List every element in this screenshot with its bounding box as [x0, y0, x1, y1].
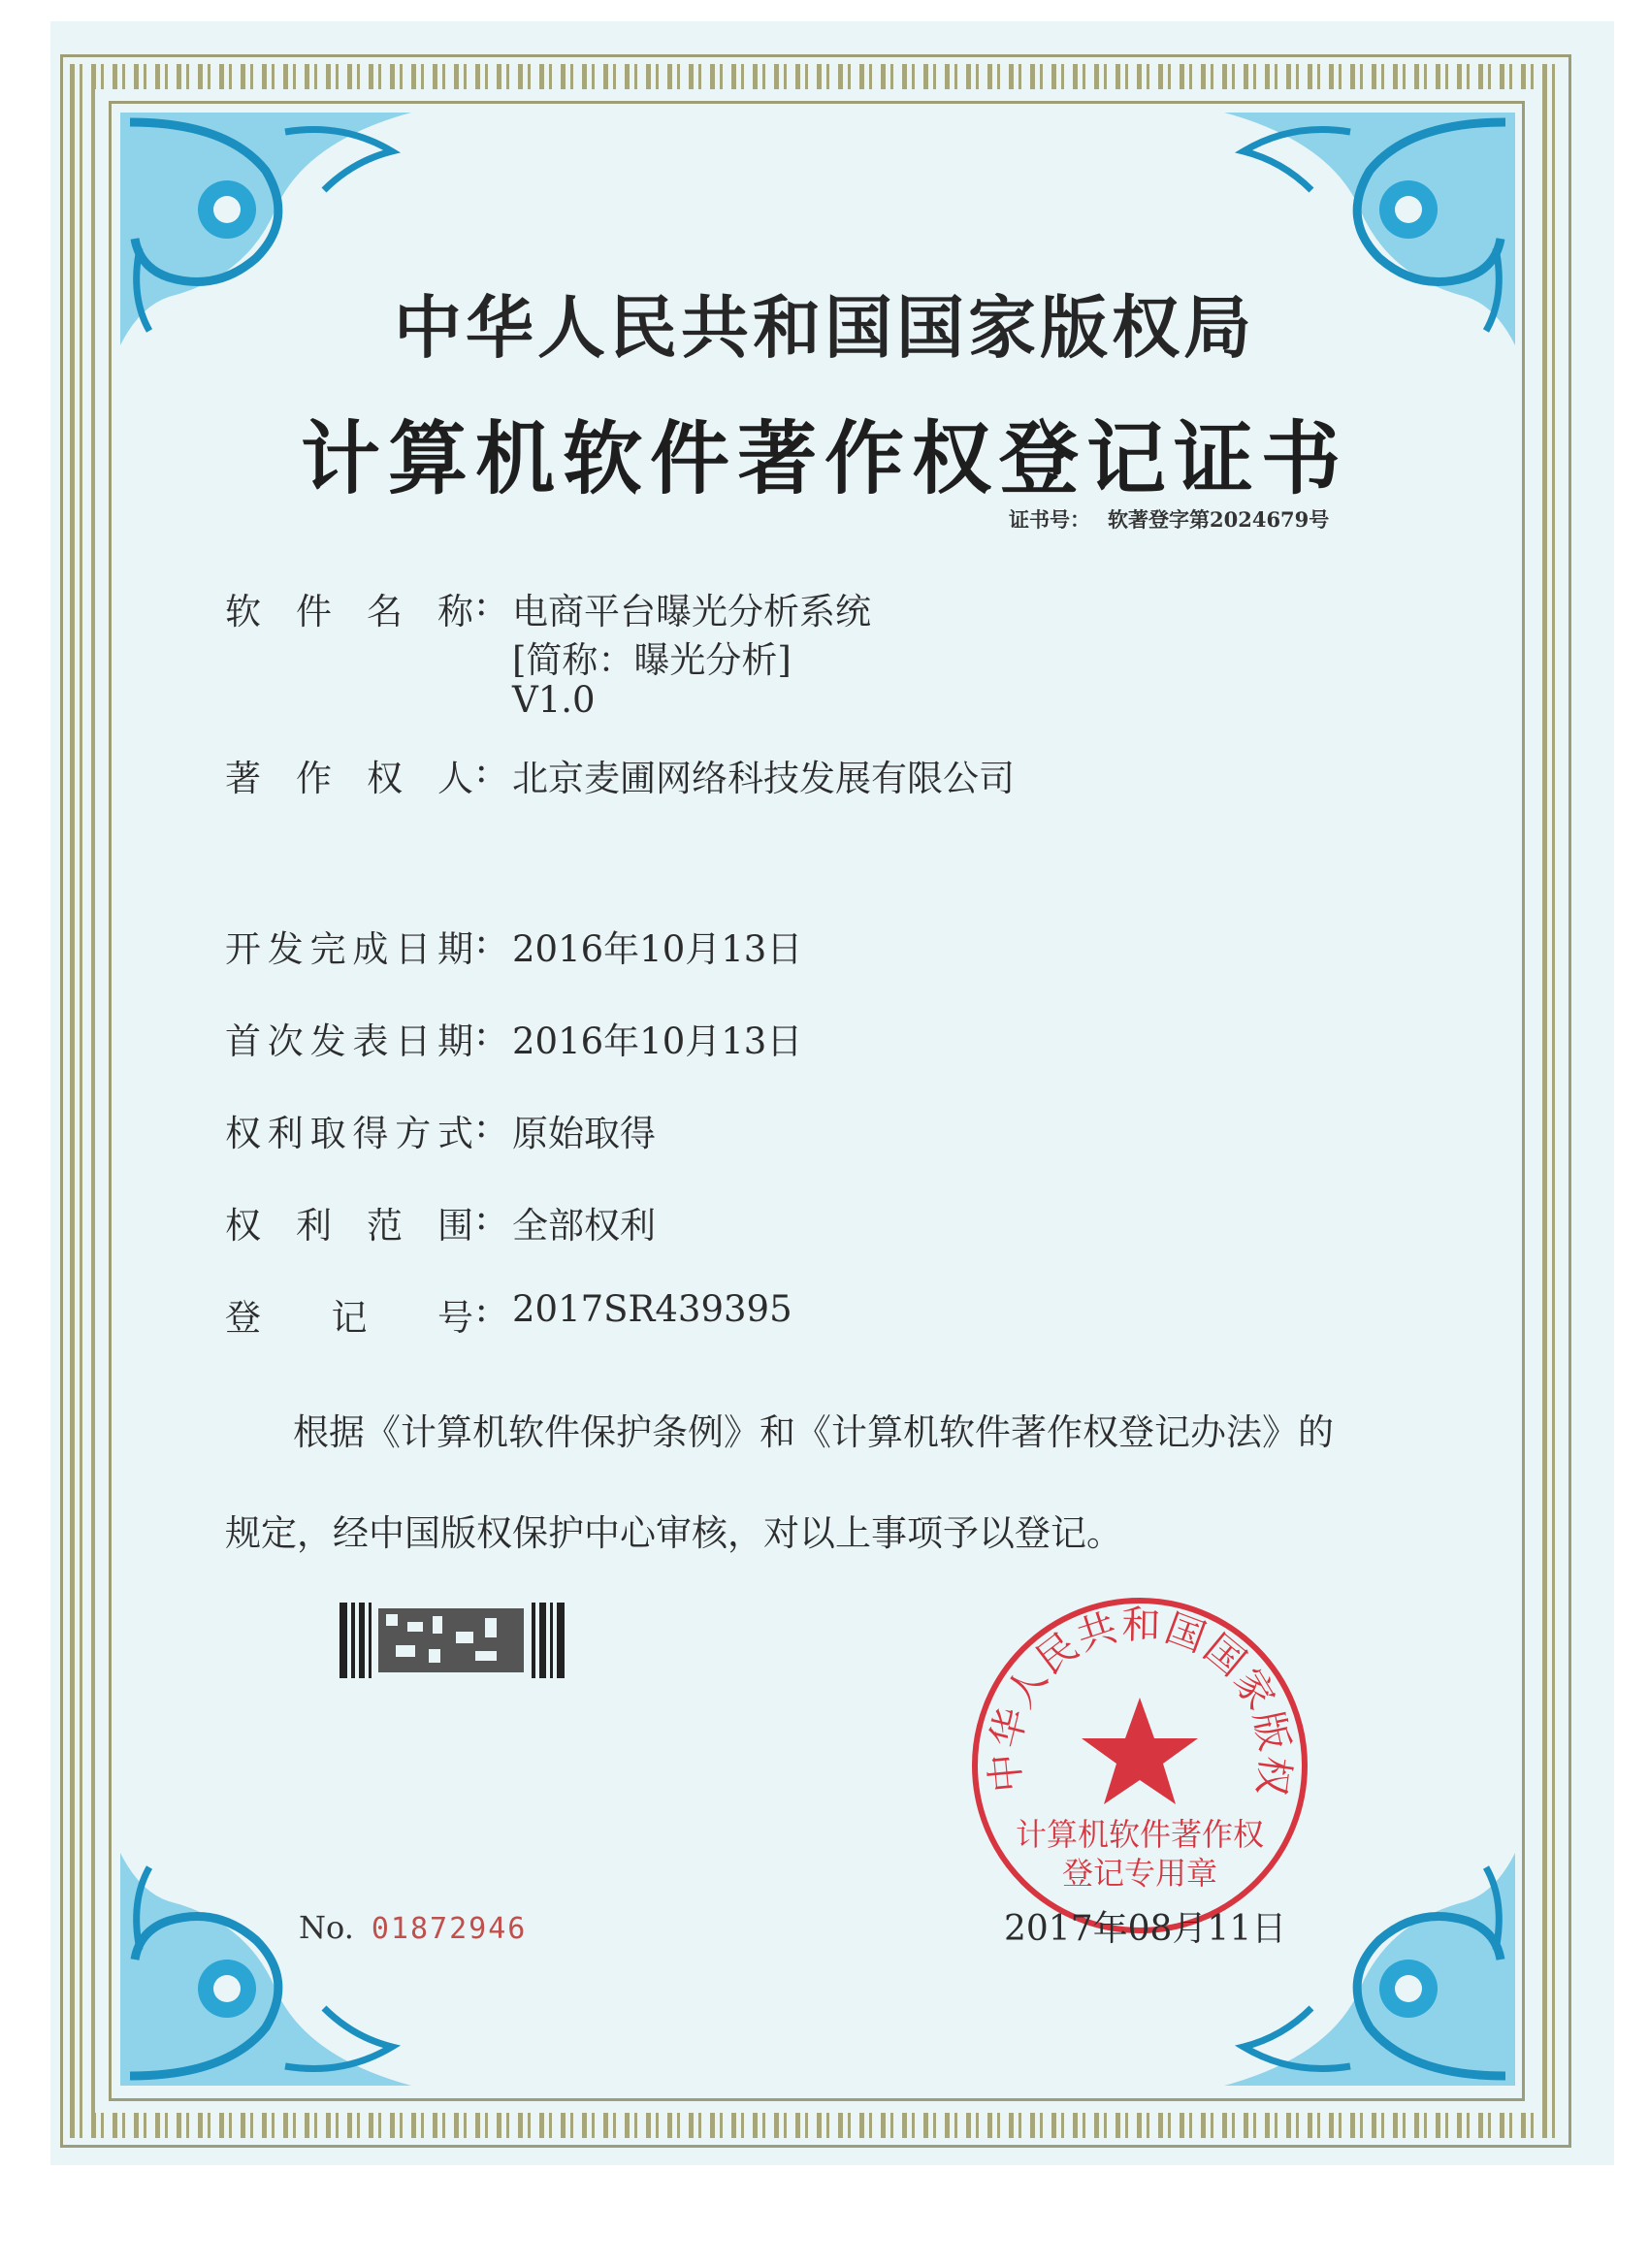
label-char: 件: [296, 591, 332, 632]
label-char: 利: [296, 1205, 332, 1247]
label-char: 著: [225, 758, 261, 799]
label-char: 次: [267, 1021, 304, 1062]
label-char: 记: [331, 1297, 368, 1339]
dev-complete-date-value: 2016年10月13日: [512, 928, 803, 970]
certificate-number: [1009, 504, 1329, 534]
label-char: 登: [225, 1297, 261, 1339]
label-char: 名: [367, 591, 403, 632]
registration-number-label: [225, 1288, 473, 1341]
label-char: 式: [436, 1113, 473, 1154]
software-short-name-line: [简称：曝光分析]: [512, 639, 792, 681]
label-char: 日: [395, 928, 432, 970]
label-char: 开: [225, 928, 261, 970]
label-char: 发: [267, 928, 304, 970]
label-char: 得: [352, 1113, 389, 1154]
label-char: 日: [395, 1021, 432, 1062]
software-version-line: V1.0: [512, 679, 596, 721]
label-char: 权: [225, 1205, 261, 1247]
label-char: 利: [267, 1113, 304, 1154]
seal-line-1: 计算机软件著作权: [1015, 1816, 1265, 1853]
certificate-number-label: 证书号：: [1009, 507, 1090, 532]
label-char: 完: [309, 928, 346, 970]
label-char: 软: [225, 591, 261, 632]
statement-line-2: 规定，经中国版权保护中心审核，对以上事项予以登记。: [225, 1512, 1122, 1554]
serial-number-value: 01872946: [371, 1912, 528, 1946]
corner-ornament-bottom-left: [111, 1843, 421, 2095]
software-name-line: 电商平台曝光分析系统: [512, 591, 871, 632]
software-name-label: [225, 582, 473, 634]
label-char: 围: [437, 1205, 473, 1247]
certificate-title: 计算机软件著作权登记证书: [300, 412, 1348, 505]
serial-number: [299, 1909, 527, 1946]
label-char: 首: [225, 1021, 261, 1062]
label-char: 权: [225, 1113, 261, 1154]
label-char: 作: [296, 758, 332, 799]
label-char: 称: [437, 591, 473, 632]
first-publish-date-label: [225, 1012, 473, 1064]
rights-scope-value: 全部权利: [512, 1205, 656, 1247]
registration-number-value: 2017SR439395: [512, 1288, 792, 1330]
software-name-value: [512, 582, 871, 728]
label-char: 取: [309, 1113, 346, 1154]
copyright-holder-value: 北京麦圃网络科技发展有限公司: [512, 758, 1015, 799]
label-char: 权: [367, 758, 403, 799]
statement-line-1: 根据《计算机软件保护条例》和《计算机软件著作权登记办法》的: [293, 1411, 1334, 1453]
certificate-number-value: 软著登字第2024679号: [1108, 507, 1330, 532]
barcode: [340, 1603, 565, 1678]
serial-number-label: No.: [299, 1909, 354, 1946]
label-char: 发: [309, 1021, 346, 1062]
label-char: 号: [437, 1297, 473, 1339]
acquisition-method-label: [225, 1104, 473, 1156]
label-char: 方: [395, 1113, 432, 1154]
label-char: 成: [352, 928, 389, 970]
dev-complete-date-label: [225, 920, 473, 972]
copyright-holder-label: [225, 749, 473, 801]
label-char: 期: [436, 928, 473, 970]
label-char: 人: [437, 758, 473, 799]
official-seal: [965, 1591, 1314, 1940]
seal-ring-text: 中华人民共和国国家版权: [982, 1603, 1298, 1800]
seal-line-2: 登记专用章: [1061, 1855, 1218, 1892]
label-char: 表: [352, 1021, 389, 1062]
issue-date: 2017年08月11日: [1004, 1909, 1287, 1949]
agency-title: 中华人民共和国国家版权局: [394, 287, 1255, 368]
seal-star-icon: [1082, 1698, 1198, 1804]
label-char: 范: [367, 1205, 403, 1247]
first-publish-date-value: 2016年10月13日: [512, 1021, 803, 1062]
acquisition-method-value: 原始取得: [512, 1113, 656, 1154]
label-char: 期: [436, 1021, 473, 1062]
rights-scope-label: [225, 1196, 473, 1248]
